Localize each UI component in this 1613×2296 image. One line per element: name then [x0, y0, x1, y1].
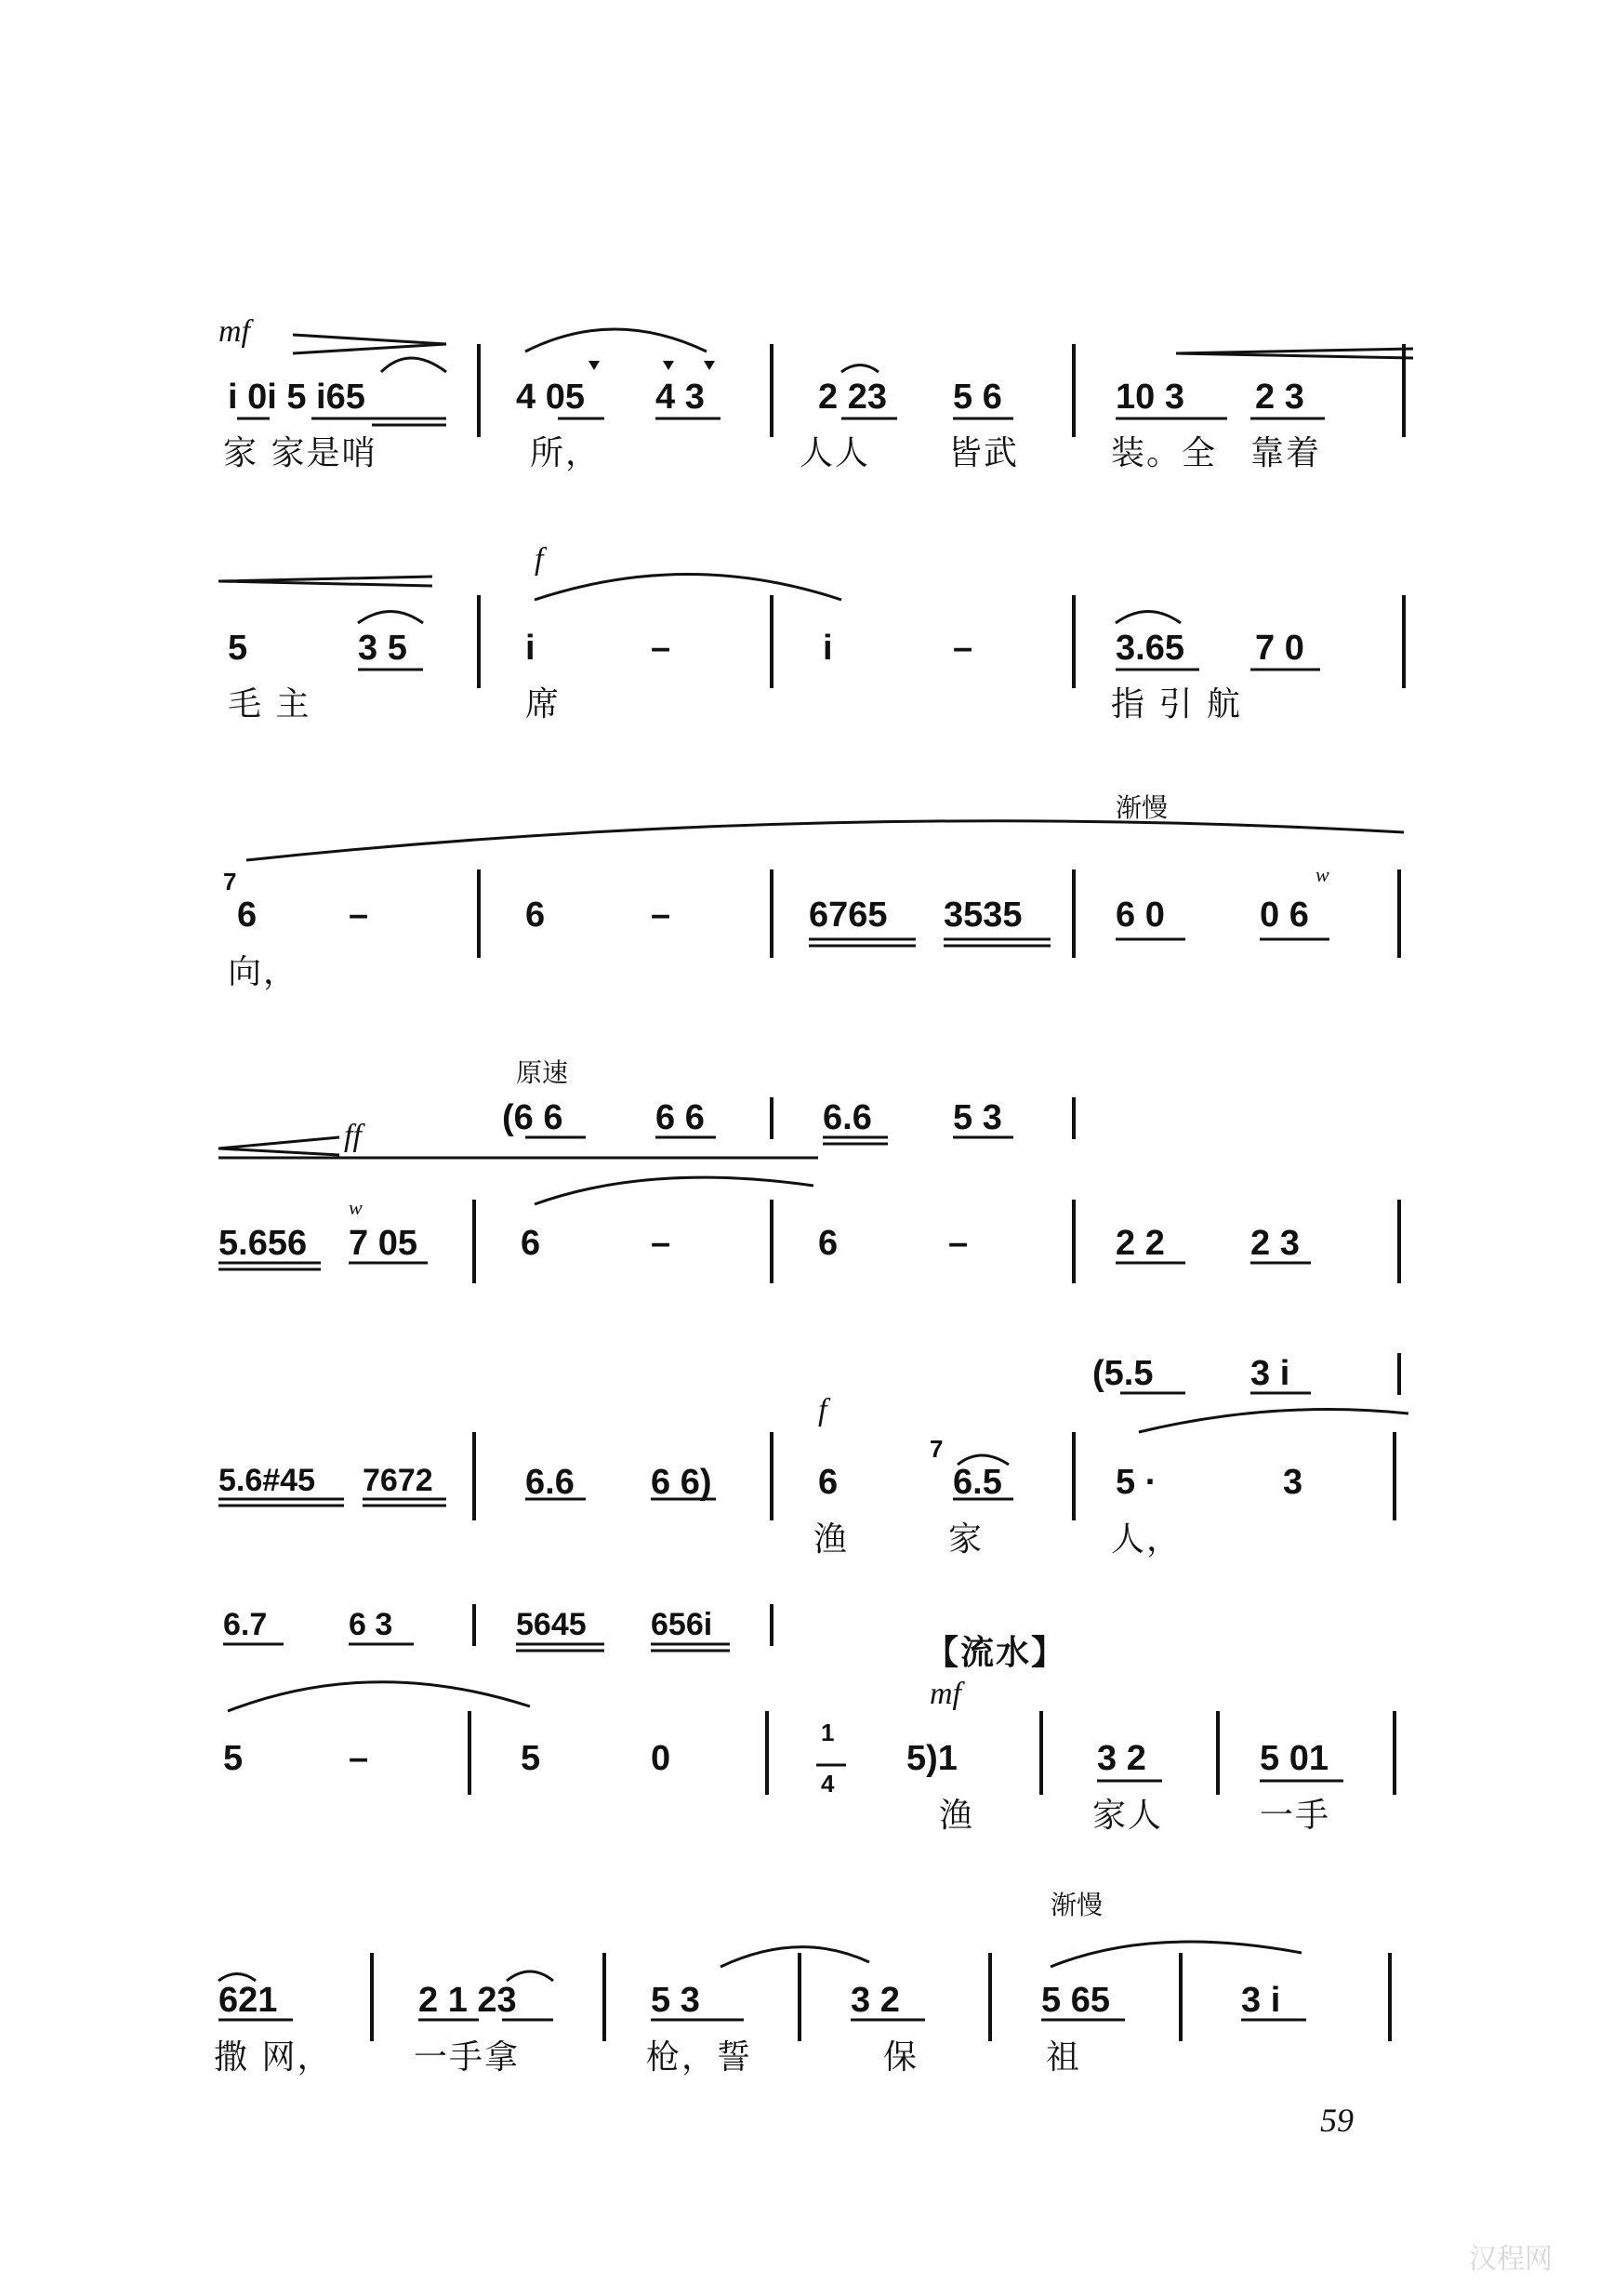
dash: –	[349, 1739, 369, 1778]
dash: –	[953, 629, 973, 668]
lyric: 祖	[1046, 2038, 1082, 2077]
slur	[1051, 1942, 1302, 1967]
note-group: (5.5	[1092, 1354, 1154, 1393]
tempo-mark: 原速	[516, 1057, 569, 1088]
note-group: 6765	[809, 896, 888, 935]
dynamic-mf: mf	[218, 314, 250, 349]
note-group: (6 6	[502, 1098, 563, 1137]
dynamic-mf: mf	[930, 1677, 961, 1711]
slur	[841, 365, 879, 373]
note-group: 6	[521, 1224, 541, 1263]
time-signature-bottom: 4	[821, 1770, 835, 1798]
note-group: 4 3	[655, 378, 705, 417]
note-group: 3535	[944, 896, 1023, 935]
note-group: 2 3	[1255, 378, 1304, 417]
note-group: 5 65	[1041, 1981, 1110, 2020]
note-group: 6.6	[823, 1098, 872, 1137]
slur	[381, 358, 446, 372]
note-group: 6	[818, 1224, 839, 1263]
note-group: 656i	[651, 1607, 713, 1642]
slur	[1139, 1410, 1408, 1433]
note-group: 3 2	[851, 1981, 900, 2020]
time-signature-top: 1	[821, 1719, 835, 1746]
note-group: 6	[525, 896, 546, 935]
tempo-mark: 渐慢	[1116, 792, 1169, 823]
decrescendo-hairpin	[293, 335, 446, 353]
note-group: 10 3	[1116, 378, 1184, 417]
note-group: 5)1	[906, 1739, 958, 1778]
note-group: 5 01	[1260, 1739, 1329, 1778]
note-group: 5645	[516, 1607, 587, 1642]
note-group: 6 6)	[651, 1463, 712, 1502]
note-group: 7672	[363, 1463, 433, 1498]
note-group: 2 3	[1250, 1224, 1300, 1263]
note-group: 0	[651, 1739, 671, 1778]
dash: –	[651, 629, 671, 668]
tempo-mark: 渐慢	[1051, 1890, 1104, 1920]
hairpin	[218, 577, 432, 586]
note-group: 5 ·	[1116, 1463, 1157, 1502]
lyric: 靠着	[1250, 434, 1322, 472]
slur	[1116, 612, 1181, 624]
watermark-logo: 汉程网	[1469, 2243, 1553, 2276]
note-group: 3 5	[358, 629, 407, 668]
note-group: 6.7	[223, 1607, 268, 1642]
dash: –	[651, 896, 671, 935]
mordent-mark: w	[1316, 863, 1329, 886]
lyric: 一手	[1260, 1797, 1331, 1835]
lyric: 装。全	[1111, 434, 1218, 472]
note-group: 6 3	[349, 1607, 393, 1642]
grace-note: 7	[930, 1435, 944, 1463]
note-group: 3	[1283, 1463, 1303, 1502]
note-group: 5 3	[953, 1098, 1002, 1137]
note-group: 5	[521, 1739, 541, 1778]
dash: –	[651, 1224, 671, 1263]
slur	[535, 575, 841, 601]
dynamic-ff: ff	[344, 1119, 362, 1153]
note-group: 3.65	[1116, 629, 1184, 668]
note-group: 5.6#45	[218, 1463, 315, 1498]
note-group: 3 i	[1250, 1354, 1290, 1393]
dynamic-f: f	[535, 542, 544, 577]
dash: –	[948, 1224, 969, 1263]
note-group: 5 3	[651, 1981, 700, 2020]
note-group: 2 23	[818, 378, 887, 417]
accent-mark	[704, 361, 715, 370]
note-group: 6.5	[953, 1463, 1002, 1502]
note-group: 5.656	[218, 1224, 308, 1263]
note-group: i	[525, 629, 535, 668]
note-group: 7 05	[349, 1224, 417, 1263]
dash: –	[349, 896, 369, 935]
lyric: 渔	[939, 1797, 975, 1835]
slur	[218, 1974, 256, 1982]
note-group: 621	[218, 1981, 278, 2020]
note-group: 6 6	[655, 1098, 705, 1137]
crescendo-hairpin	[218, 1137, 339, 1155]
lyric: 家人	[1092, 1797, 1164, 1835]
lyric: 渔	[813, 1520, 850, 1559]
note-group: 5	[228, 629, 248, 668]
slur	[228, 1682, 530, 1711]
lyric: 一手拿	[414, 2038, 521, 2077]
note-group: 6 0	[1116, 896, 1165, 935]
lyric: 席	[525, 685, 562, 723]
lyric: 家	[948, 1520, 985, 1559]
slur	[721, 1947, 869, 1967]
note-group: 4 05	[516, 378, 585, 417]
note-group: 3 2	[1097, 1739, 1146, 1778]
note-group: i 0i 5 i65	[228, 378, 365, 417]
lyric: 保	[883, 2038, 919, 2077]
note-group: 5	[223, 1739, 244, 1778]
note-group: 2 2	[1116, 1224, 1165, 1263]
dynamic-f: f	[818, 1393, 827, 1427]
slur	[525, 329, 707, 352]
slur	[507, 1971, 553, 1981]
note-group: 6	[818, 1463, 839, 1502]
lyric: 家 家是哨	[223, 434, 377, 472]
lyric: 所，	[530, 434, 602, 472]
mordent-mark: w	[349, 1196, 363, 1219]
grace-note: 7	[223, 868, 237, 896]
note-group: 6	[237, 896, 258, 935]
lyric: 撒 网，	[214, 2038, 333, 2077]
note-group: 2 1 23	[418, 1981, 517, 2020]
note-group: 5 6	[953, 378, 1002, 417]
lyric: 向，	[228, 953, 299, 991]
accent-mark	[588, 361, 600, 370]
lyric: 皆武	[948, 434, 1020, 472]
note-group: 0 6	[1260, 896, 1309, 935]
lyric: 人人	[800, 434, 871, 472]
note-group: 3 i	[1241, 1981, 1281, 2020]
lyric: 枪，誓	[646, 2038, 753, 2077]
lyric: 毛 主	[228, 685, 311, 723]
lyric: 人，	[1111, 1520, 1183, 1559]
slur	[246, 821, 1404, 860]
lyric: 指 引 航	[1111, 685, 1242, 723]
note-group: 6.6	[525, 1463, 575, 1502]
note-group: i	[823, 629, 833, 668]
page-number: 59	[1320, 2102, 1354, 2139]
accent-mark	[663, 361, 674, 370]
note-group: 7 0	[1255, 629, 1304, 668]
slur	[358, 612, 423, 624]
crescendo-hairpin	[1176, 349, 1413, 358]
section-marker: 【流水】	[925, 1634, 1067, 1672]
